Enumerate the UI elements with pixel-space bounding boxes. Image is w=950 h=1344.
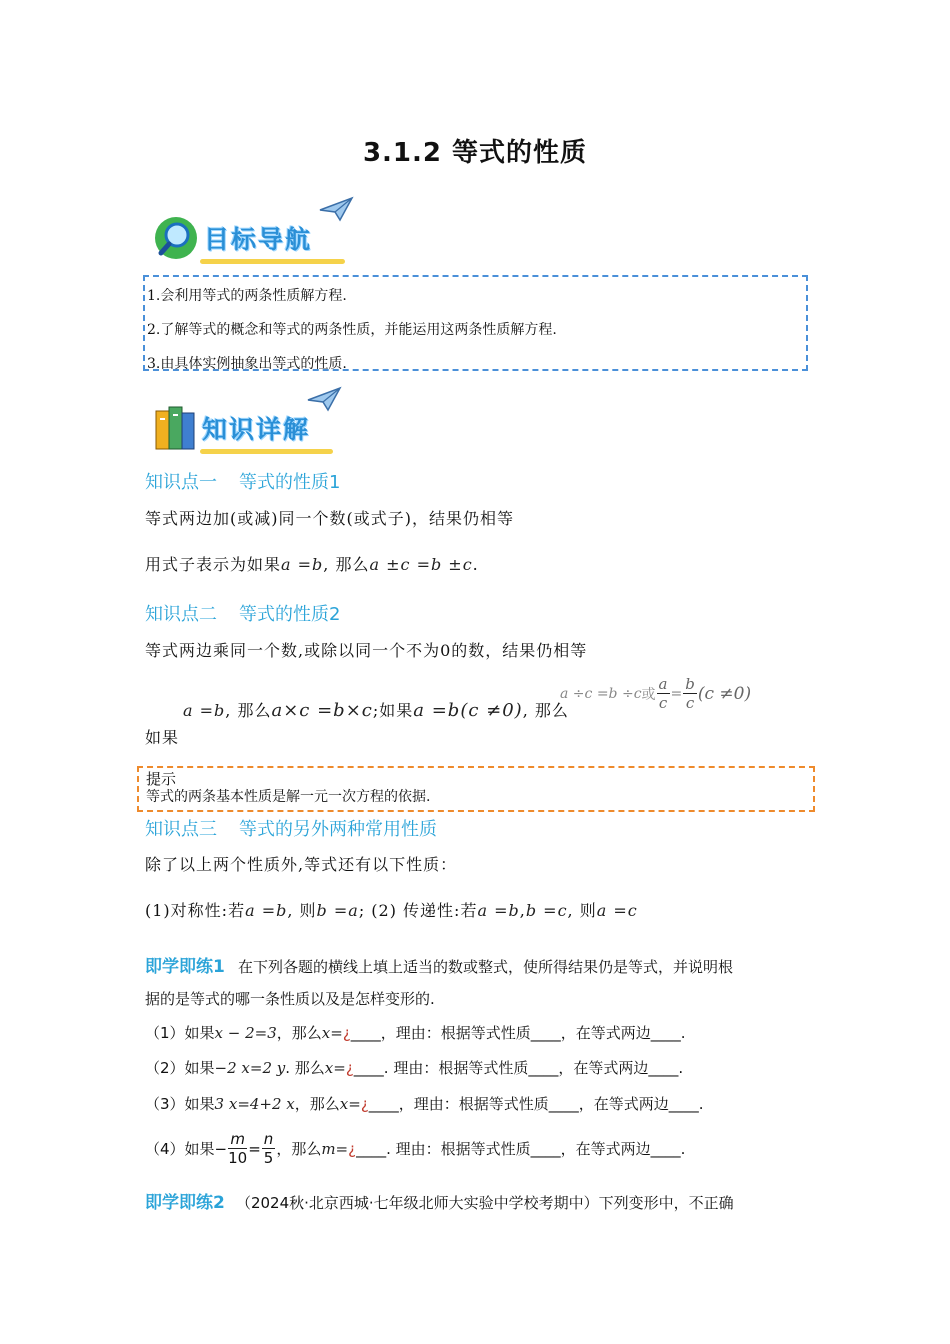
point1-formula-a: a =b <box>281 555 324 574</box>
point3-p2-label: ; (2) 传递性:若 <box>358 901 478 920</box>
point1-label: 知识点一 <box>145 472 217 493</box>
knowledge-badge <box>152 400 352 456</box>
point1-heading <box>145 468 340 494</box>
point2-cond: (c ≠0) <box>697 683 752 704</box>
point1-statement: 等式两边加(或减)同一个数(或式子)，结果仍相等 <box>145 509 514 528</box>
point2-or: 或 <box>641 686 656 703</box>
point1-formula-b: a ±c =b ±c <box>369 555 473 574</box>
knowledge-badge-underline <box>200 449 333 454</box>
fraction-a-over-c: $\frac{a}{c}$ <box>658 675 668 712</box>
exercise2 <box>145 1188 805 1213</box>
point2-formula-line <box>183 698 569 721</box>
point1-formula-then: , 那么 <box>323 555 370 574</box>
point3-intro: 除了以上两个性质外,等式还有以下性质： <box>145 855 458 874</box>
fraction-b-over-c: $\frac{b}{c}$ <box>685 675 695 712</box>
point3-p1-f2: b =a <box>316 901 359 920</box>
exercise1-question-4: （4）如果 − $\frac{m}{10}$ = $\frac{n}{5}$ ，那么 m= ¿ ____. 理由：根据等式性质____，在等式两边____. <box>145 1130 686 1167</box>
point3-p2-comma: , <box>519 901 526 920</box>
point2-f3: a =b(c ≠0) <box>413 700 523 721</box>
point3-p1-then: , 则 <box>287 901 317 920</box>
tip-text: 等式的两条基本性质是解一元一次方程的依据. <box>146 789 431 805</box>
goal-item: 1.会利用等式的两条性质解方程. <box>147 288 347 304</box>
point3-properties <box>145 898 638 921</box>
paper-plane-icon <box>318 196 354 222</box>
goals-box <box>143 275 808 371</box>
point1-formula-end: . <box>472 555 479 574</box>
magnifier-icon <box>152 214 200 262</box>
page-title: 3.1.2 等式的性质 <box>362 138 588 168</box>
point2-eq: = <box>670 685 683 702</box>
exercise1-text-line1: 在下列各题的横线上填上适当的数或整式，使所得结果仍是等式，并说明根 <box>237 958 733 976</box>
exercise2-text: （2024秋·北京西城·七年级北师大实验中学校考期中）下列变形中，不正确 <box>235 1194 734 1212</box>
fraction-m-over-10: $\frac{m}{10}$ <box>228 1130 248 1167</box>
point3-label: 知识点三 <box>145 819 217 840</box>
point2-statement: 等式两边乘同一个数,或除以同一个不为0的数，结果仍相等 <box>145 641 588 660</box>
point3-p2-then: , 则 <box>567 901 597 920</box>
goals-badge-label: 目标导航 <box>204 225 313 254</box>
point3-name: 等式的另外两种常用性质 <box>239 819 437 840</box>
exercise1-text-line2: 据的是等式的哪一条性质以及是怎样变形的. <box>145 990 435 1008</box>
point2-f2: a×c =b×c <box>271 700 373 721</box>
point2-division-formula <box>560 675 751 712</box>
point2-heading <box>145 600 340 626</box>
point2-name: 等式的性质2 <box>239 604 341 625</box>
point1-formula-prefix: 用式子表示为如果 <box>145 555 282 574</box>
point3-p2-f3: a =c <box>596 901 638 920</box>
point2-label: 知识点二 <box>145 604 217 625</box>
point3-p1-f1: a =b <box>245 901 288 920</box>
tip-label: 提示 <box>146 770 177 788</box>
exercise1 <box>145 952 805 977</box>
knowledge-badge-label: 知识详解 <box>202 415 311 444</box>
goal-item: 2.了解等式的概念和等式的两条性质，并能运用这两条性质解方程. <box>147 322 557 338</box>
fraction-n-over-5: $\frac{n}{5}$ <box>263 1130 274 1167</box>
point3-p1-label: 对称性:若 <box>170 901 246 920</box>
goal-item: 3.由具体实例抽象出等式的性质. <box>147 356 347 372</box>
point2-then1: , 那么 <box>225 701 272 720</box>
exercise1-question-1: （1）如果x − 2=3，那么x=¿____，理由：根据等式性质____，在等式两边____. <box>145 1024 686 1042</box>
books-icon <box>152 403 198 453</box>
tip-box <box>137 766 815 812</box>
point1-name: 等式的性质1 <box>239 472 341 493</box>
point3-heading <box>145 815 437 841</box>
exercise1-question-3: （3）如果3 x=4+2 x，那么x=¿____，理由：根据等式性质____，在等式两边____. <box>145 1095 704 1113</box>
point2-then2: , 那么 <box>522 701 569 720</box>
point2-f4: a ÷c =b ÷c <box>560 685 642 702</box>
point3-p2-f2: b =c <box>525 901 568 920</box>
point3-p1-num: (1) <box>145 901 171 920</box>
exercise1-label: 即学即练1 <box>145 957 225 977</box>
point2-sep: ;如果 <box>372 701 414 720</box>
goals-badge-underline <box>200 259 345 264</box>
point2-ruguo: 如果 <box>145 728 180 747</box>
goals-badge <box>152 210 352 266</box>
point2-f1: a =b <box>183 701 226 720</box>
point3-p2-f1: a =b <box>477 901 520 920</box>
exercise1-question-2: （2）如果−2 x=2 y. 那么x=¿____. 理由：根据等式性质____，在等式两边____. <box>145 1059 684 1077</box>
point1-formula <box>145 552 479 575</box>
exercise2-label: 即学即练2 <box>145 1193 225 1213</box>
paper-plane-icon <box>306 386 342 412</box>
